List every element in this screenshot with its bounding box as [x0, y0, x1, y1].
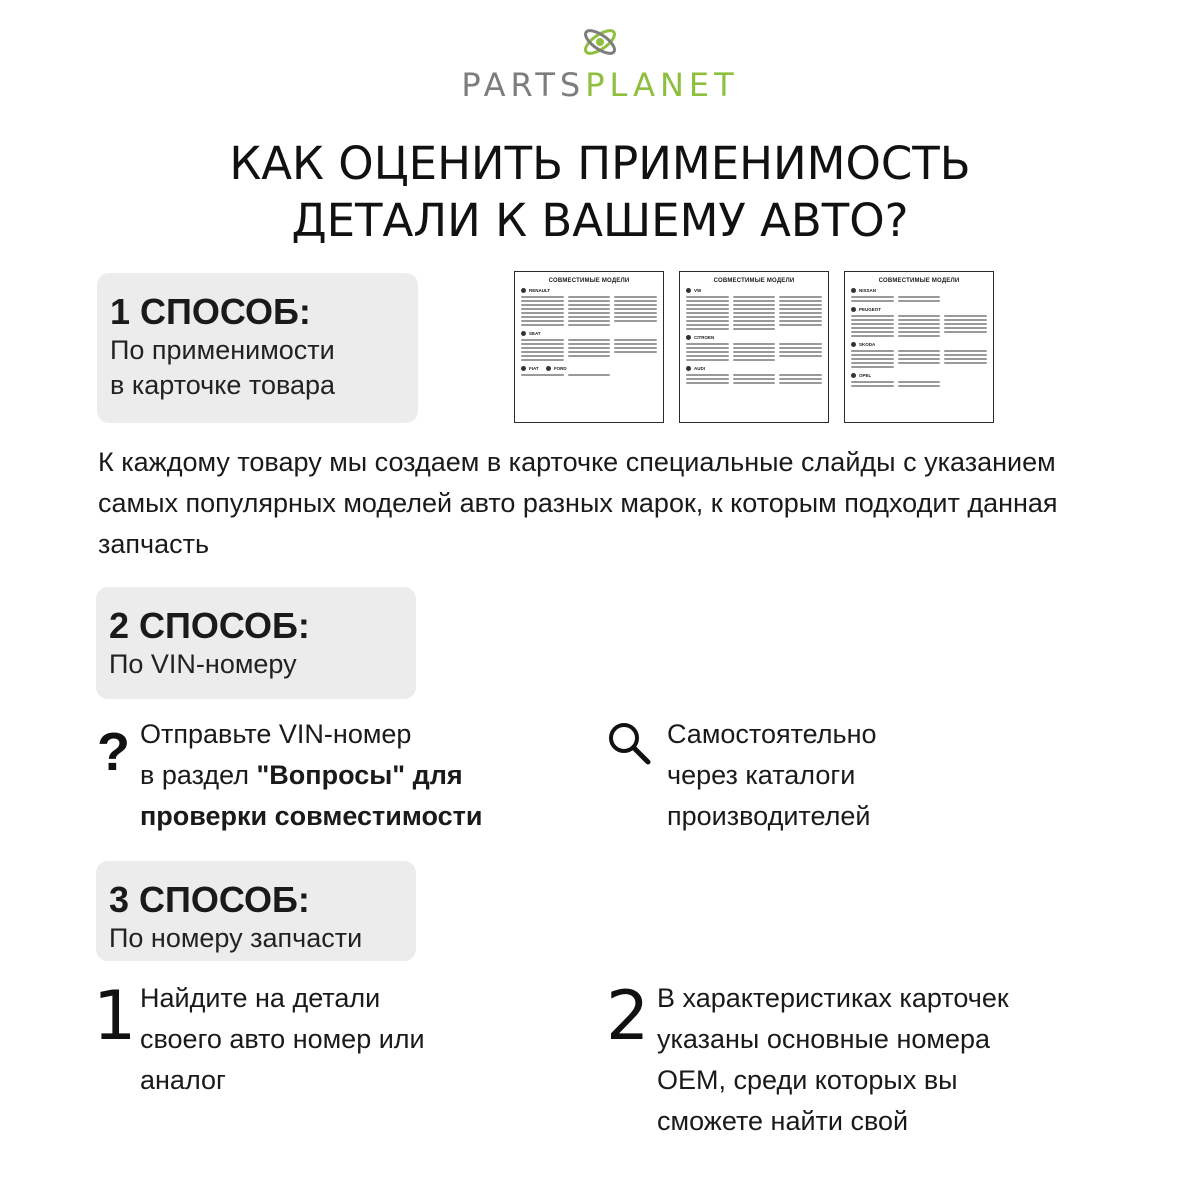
logo-wordmark — [0, 66, 1200, 104]
step-2-number: 2 — [606, 977, 650, 1056]
step-2-line2: указаны основные номера — [657, 1024, 990, 1054]
page-title — [0, 135, 1200, 249]
page-title-line1: КАК ОЦЕНИТЬ ПРИМЕНИМОСТЬ — [229, 137, 971, 190]
brand-heading: VW — [686, 288, 822, 293]
vin-instruction — [140, 714, 520, 837]
brand-logo-icon — [851, 342, 856, 347]
step-2-text — [657, 978, 1087, 1142]
catalog-instruction-line3: производителей — [667, 801, 871, 831]
method-3-box — [96, 861, 416, 961]
step-2-line3: OEM, среди которых вы — [657, 1065, 958, 1095]
method-1-sub-line1: По применимости — [110, 335, 335, 365]
brand-logo-icon — [851, 288, 856, 293]
method-2-sub: По VIN-номеру — [109, 649, 297, 679]
step-2-line4: сможете найти свой — [657, 1106, 909, 1136]
search-icon — [606, 720, 652, 766]
method-1-box — [97, 273, 418, 423]
step-1-text — [140, 978, 500, 1101]
method-3-title: 3 СПОСОБ: — [109, 879, 310, 920]
brand-heading: FIAT FORD — [521, 366, 657, 371]
brand-logo-icon — [546, 366, 551, 371]
brand-logo-icon — [686, 335, 691, 340]
brand-logo-icon — [521, 288, 526, 293]
compat-card-title: СОВМЕСТИМЫЕ МОДЕЛИ — [713, 278, 795, 284]
method-2-box — [96, 587, 416, 699]
compat-card-1 — [514, 271, 664, 423]
method-1-description: К каждому товару мы создаем в карточке специальные слайды с указанием самых популярных моделей авто разных марок, к которым подходит данная запчасть — [98, 447, 1058, 559]
logo-text-planet: PLANET — [585, 66, 739, 104]
brand-heading: SKODA — [851, 342, 987, 347]
brand-heading: RENAULT — [521, 288, 657, 293]
step-1-line2: своего авто номер или — [140, 1024, 425, 1054]
step-1-number: 1 — [93, 977, 137, 1056]
compat-card-title: СОВМЕСТИМЫЕ МОДЕЛИ — [878, 278, 960, 284]
brand-logo-icon — [521, 331, 526, 336]
logo-text-parts: PARTS — [461, 66, 586, 104]
brand-logo-icon — [686, 288, 691, 293]
compat-card-2 — [679, 271, 829, 423]
page-title-line2: ДЕТАЛИ К ВАШЕМУ АВТО? — [291, 194, 909, 247]
brand-heading: OPEL — [851, 373, 987, 378]
catalog-instruction — [667, 714, 967, 837]
brand-logo-icon — [686, 366, 691, 371]
compat-card-title: СОВМЕСТИМЫЕ МОДЕЛИ — [548, 278, 630, 284]
method-3-sub: По номеру запчасти — [109, 923, 363, 953]
brand-heading: CITROEN — [686, 335, 822, 340]
vin-instruction-line3: проверки совместимости — [140, 801, 483, 831]
compat-card-3 — [844, 271, 994, 423]
brand-heading: SEAT — [521, 331, 657, 336]
brand-heading: AUDI — [686, 366, 822, 371]
vin-instruction-line2: в раздел "Вопросы" для — [140, 760, 463, 790]
method-2-title: 2 СПОСОБ: — [109, 605, 310, 646]
vin-instruction-line1: Отправьте VIN-номер — [140, 719, 412, 749]
catalog-instruction-line1: Самостоятельно — [667, 719, 877, 749]
question-mark-icon: ? — [97, 722, 130, 782]
brand-heading: PEUGEOT — [851, 307, 987, 312]
planet-logo-icon — [578, 22, 622, 62]
brand-logo — [0, 22, 1200, 104]
step-1-line1: Найдите на детали — [140, 983, 381, 1013]
method-1-sub-line2: в карточке товара — [110, 370, 336, 400]
step-1-line3: аналог — [140, 1065, 226, 1095]
brand-heading: NISSAN — [851, 288, 987, 293]
method-1-title: 1 СПОСОБ: — [110, 291, 311, 332]
brand-logo-icon — [521, 366, 526, 371]
brand-logo-icon — [851, 373, 856, 378]
brand-logo-icon — [851, 307, 856, 312]
step-2-line1: В характеристиках карточек — [657, 983, 1009, 1013]
catalog-instruction-line2: через каталоги — [667, 760, 856, 790]
